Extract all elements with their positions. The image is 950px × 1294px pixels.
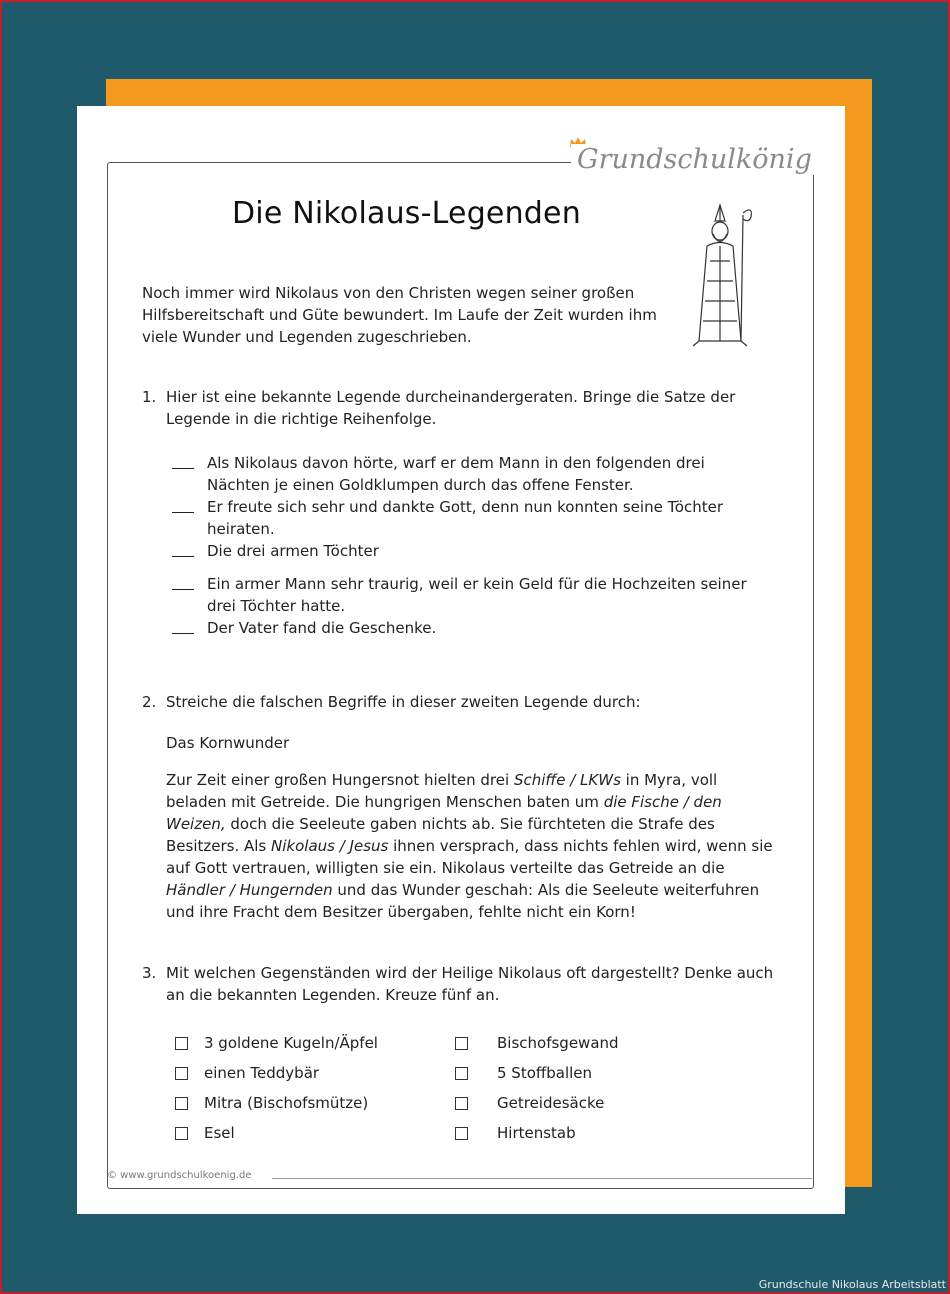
task-1 bbox=[142, 386, 782, 430]
order-blank[interactable] bbox=[172, 556, 194, 557]
checkbox-option[interactable]: Mitra (Bischofsmütze) bbox=[175, 1094, 455, 1112]
order-blank[interactable] bbox=[172, 512, 194, 513]
checkbox-option[interactable]: Getreidesäcke bbox=[455, 1094, 735, 1112]
list-item: Als Nikolaus davon hörte, warf er dem Mann in den folgenden drei Nächten je einen Goldklumpen durch das offene Fenster. bbox=[172, 452, 772, 496]
checkbox[interactable] bbox=[455, 1037, 468, 1050]
task-number: 3. bbox=[142, 964, 157, 982]
checkbox[interactable] bbox=[455, 1097, 468, 1110]
checkbox-row bbox=[175, 1028, 735, 1058]
task-3 bbox=[142, 962, 782, 1006]
checkbox[interactable] bbox=[175, 1127, 188, 1140]
task-instruction: Mit welchen Gegenständen wird der Heilige Nikolaus oft dargestellt? Denke auch an die bekannten Legenden. Kreuze fünf an. bbox=[166, 964, 774, 1004]
image-caption: Grundschule Nikolaus Arbeitsblatt bbox=[758, 1278, 946, 1291]
task-instruction: Streiche die falschen Begriffe in dieser zweiten Legende durch: bbox=[166, 693, 641, 711]
story-text: Zur Zeit einer großen Hungersnot hielten drei Schiffe / LKWs in Myra, voll beladen mit Getreide. Die hungrigen Menschen baten um die Fische / den Weizen, doch die Seeleute gaben nichts ab. Sie fürchteten die Strafe des Besitzers. Als Nikolaus / Jesus ihnen versprach, dass nichts fehlen wird, wenn sie auf Gott vertrauen, willigten sie ein. Nikolaus verteilte das Getreide an die Händler / Hungernden und das Wunder geschah: Als die Seeleute weiterfuhren und ihre Fracht dem Besitzer übergaben, fehlte nicht ein Korn! bbox=[166, 771, 773, 921]
task-2 bbox=[142, 691, 782, 713]
checkbox[interactable] bbox=[175, 1067, 188, 1080]
list-item: Ein armer Mann sehr traurig, weil er kein Geld für die Hochzeiten seiner drei Töchter hatte. bbox=[172, 573, 772, 617]
intro-text: Noch immer wird Nikolaus von den Christen wegen seiner großen Hilfsbereitschaft und Güte bewundert. Im Laufe der Zeit wurden ihm viele Wunder und Legenden zugeschrieben. bbox=[142, 284, 657, 346]
choice-option[interactable]: die Fische / den Weizen, bbox=[166, 793, 722, 833]
footer-url: © www.grundschulkoenig.de bbox=[107, 1170, 252, 1181]
checkbox-grid bbox=[175, 1028, 735, 1148]
page-title: Die Nikolaus-Legenden bbox=[232, 196, 581, 231]
checkbox-option[interactable]: 5 Stoffballen bbox=[455, 1064, 735, 1082]
worksheet-page bbox=[77, 106, 845, 1214]
order-blank[interactable] bbox=[172, 633, 194, 634]
checkbox-option[interactable]: einen Teddybär bbox=[175, 1064, 455, 1082]
order-blank[interactable] bbox=[172, 589, 194, 590]
checkbox[interactable] bbox=[455, 1067, 468, 1080]
checkbox-row bbox=[175, 1118, 735, 1148]
order-blank[interactable] bbox=[172, 468, 194, 469]
task-instruction: Hier ist eine bekannte Legende durcheinandergeraten. Bringe die Satze der Legende in die richtige Reihenfolge. bbox=[166, 388, 736, 428]
list-item: Die drei armen Töchter bbox=[172, 540, 772, 562]
task-number: 2. bbox=[142, 693, 157, 711]
checkbox-row bbox=[175, 1088, 735, 1118]
task-number: 1. bbox=[142, 388, 157, 406]
order-list bbox=[172, 452, 772, 639]
list-item: Er freute sich sehr und dankte Gott, denn nun konnten seine Töchter heiraten. bbox=[172, 496, 772, 540]
checkbox[interactable] bbox=[455, 1127, 468, 1140]
checkbox-option[interactable]: Bischofsgewand bbox=[455, 1034, 735, 1052]
footer-divider bbox=[272, 1178, 812, 1179]
checkbox[interactable] bbox=[175, 1097, 188, 1110]
choice-option[interactable]: Schiffe / LKWs bbox=[513, 771, 621, 789]
checkbox-option[interactable]: Esel bbox=[175, 1124, 455, 1142]
choice-option[interactable]: Händler / Hungernden bbox=[166, 881, 333, 899]
saint-nicholas-illustration bbox=[685, 201, 765, 351]
checkbox-option[interactable]: Hirtenstab bbox=[455, 1124, 735, 1142]
checkbox-option[interactable]: 3 goldene Kugeln/Äpfel bbox=[175, 1034, 455, 1052]
checkbox[interactable] bbox=[175, 1037, 188, 1050]
list-item: Der Vater fand die Geschenke. bbox=[172, 617, 772, 639]
checkbox-row bbox=[175, 1058, 735, 1088]
story-title: Das Kornwunder bbox=[166, 734, 290, 752]
choice-option[interactable]: Nikolaus / Jesus bbox=[271, 837, 389, 855]
brand-logo: Grundschulkönig bbox=[571, 144, 818, 175]
